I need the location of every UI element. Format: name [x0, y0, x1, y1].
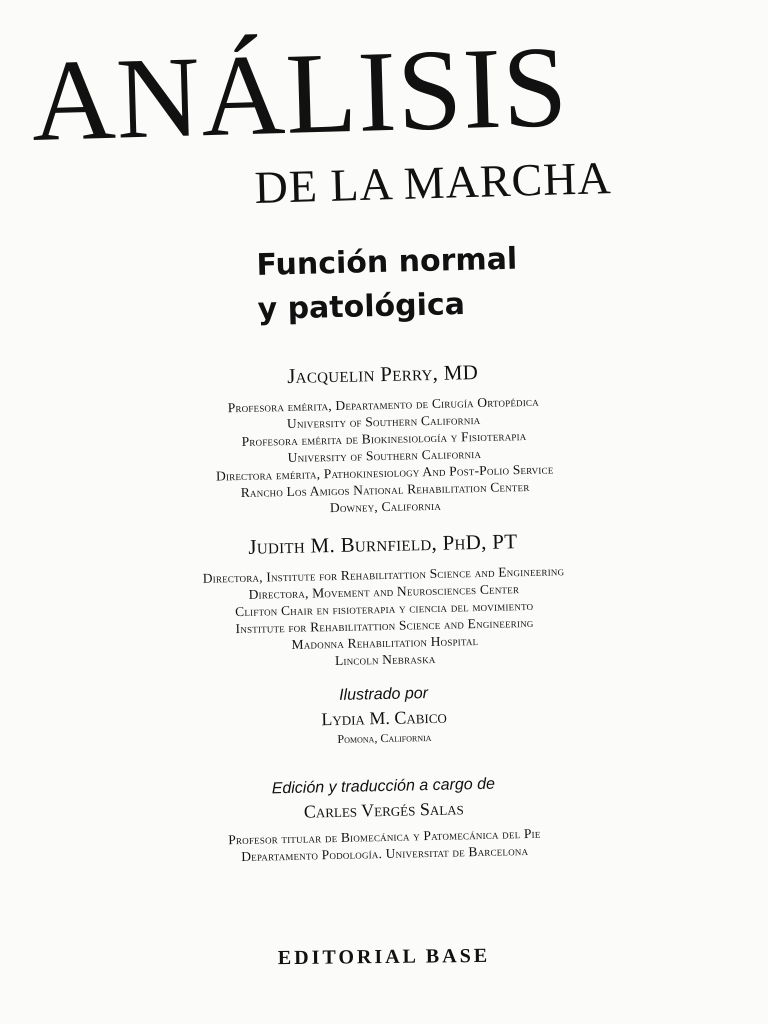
book-title: ANÁLISIS	[29, 23, 570, 166]
author-1-name: Jacquelin Perry, MD	[286, 360, 479, 389]
book-title-sub: DE LA MARCHA	[253, 152, 613, 213]
illustrator-block	[0, 676, 768, 754]
author-2-affiliation: Directora, Institute for Rehabilitattion Science and Engineering	[202, 563, 565, 586]
translator-affiliation: Departamento Podología. Universitat de Barcelona	[241, 842, 529, 864]
illustrator-label: Ilustrado por	[338, 685, 429, 704]
author-2-affiliation: Directora, Movement and Neurosciences Center	[248, 581, 520, 602]
author-2-block	[0, 522, 768, 676]
translator-affiliation: Profesor titular de Biomecánica y Patomecánica del Pie	[228, 825, 541, 848]
subtitle-line-1: Función normal	[256, 241, 518, 283]
author-2-affiliation: Clifton Chair en fisioterapia y ciencia del movimiento	[235, 597, 534, 620]
author-1-affiliation: Downey, California	[329, 497, 442, 516]
author-1-affiliation: Profesora emérita de Biokinesiología y Fisioterapia	[241, 428, 527, 449]
author-1-block	[0, 352, 768, 523]
author-1-affiliation: University of Southern California	[286, 411, 481, 432]
author-1-affiliation: Directora emérita, Pathokinesiology And Post-Polio Service	[215, 461, 554, 484]
publisher-name: EDITORIAL BASE	[277, 944, 491, 970]
translator-block	[0, 768, 768, 870]
subtitle-line-2: y patológica	[257, 286, 466, 327]
author-2-affiliation: Institute for Rehabilitattion Science and Engineering	[235, 614, 534, 637]
author-2-name: Judith M. Burnfield, PhD, PT	[248, 529, 518, 559]
author-2-affiliation: Lincoln Nebraska	[334, 650, 436, 669]
author-1-affiliation: Rancho Los Amigos National Rehabilitation Center	[240, 478, 530, 501]
illustrator-name: Lydia M. Cabico	[321, 706, 447, 730]
translator-label: Edición y traducción a cargo de	[271, 775, 496, 798]
author-1-affiliation: University of Southern California	[287, 445, 482, 466]
author-2-affiliation: Madonna Rehabilitation Hospital	[291, 633, 479, 652]
book-subtitle	[256, 238, 519, 332]
illustrator-location: Pomona, California	[337, 730, 432, 746]
translator-name: Carles Vergés Salas	[303, 798, 464, 822]
author-1-affiliation: Profesora emérita, Departamento de Cirugía Ortopédica	[227, 393, 540, 416]
